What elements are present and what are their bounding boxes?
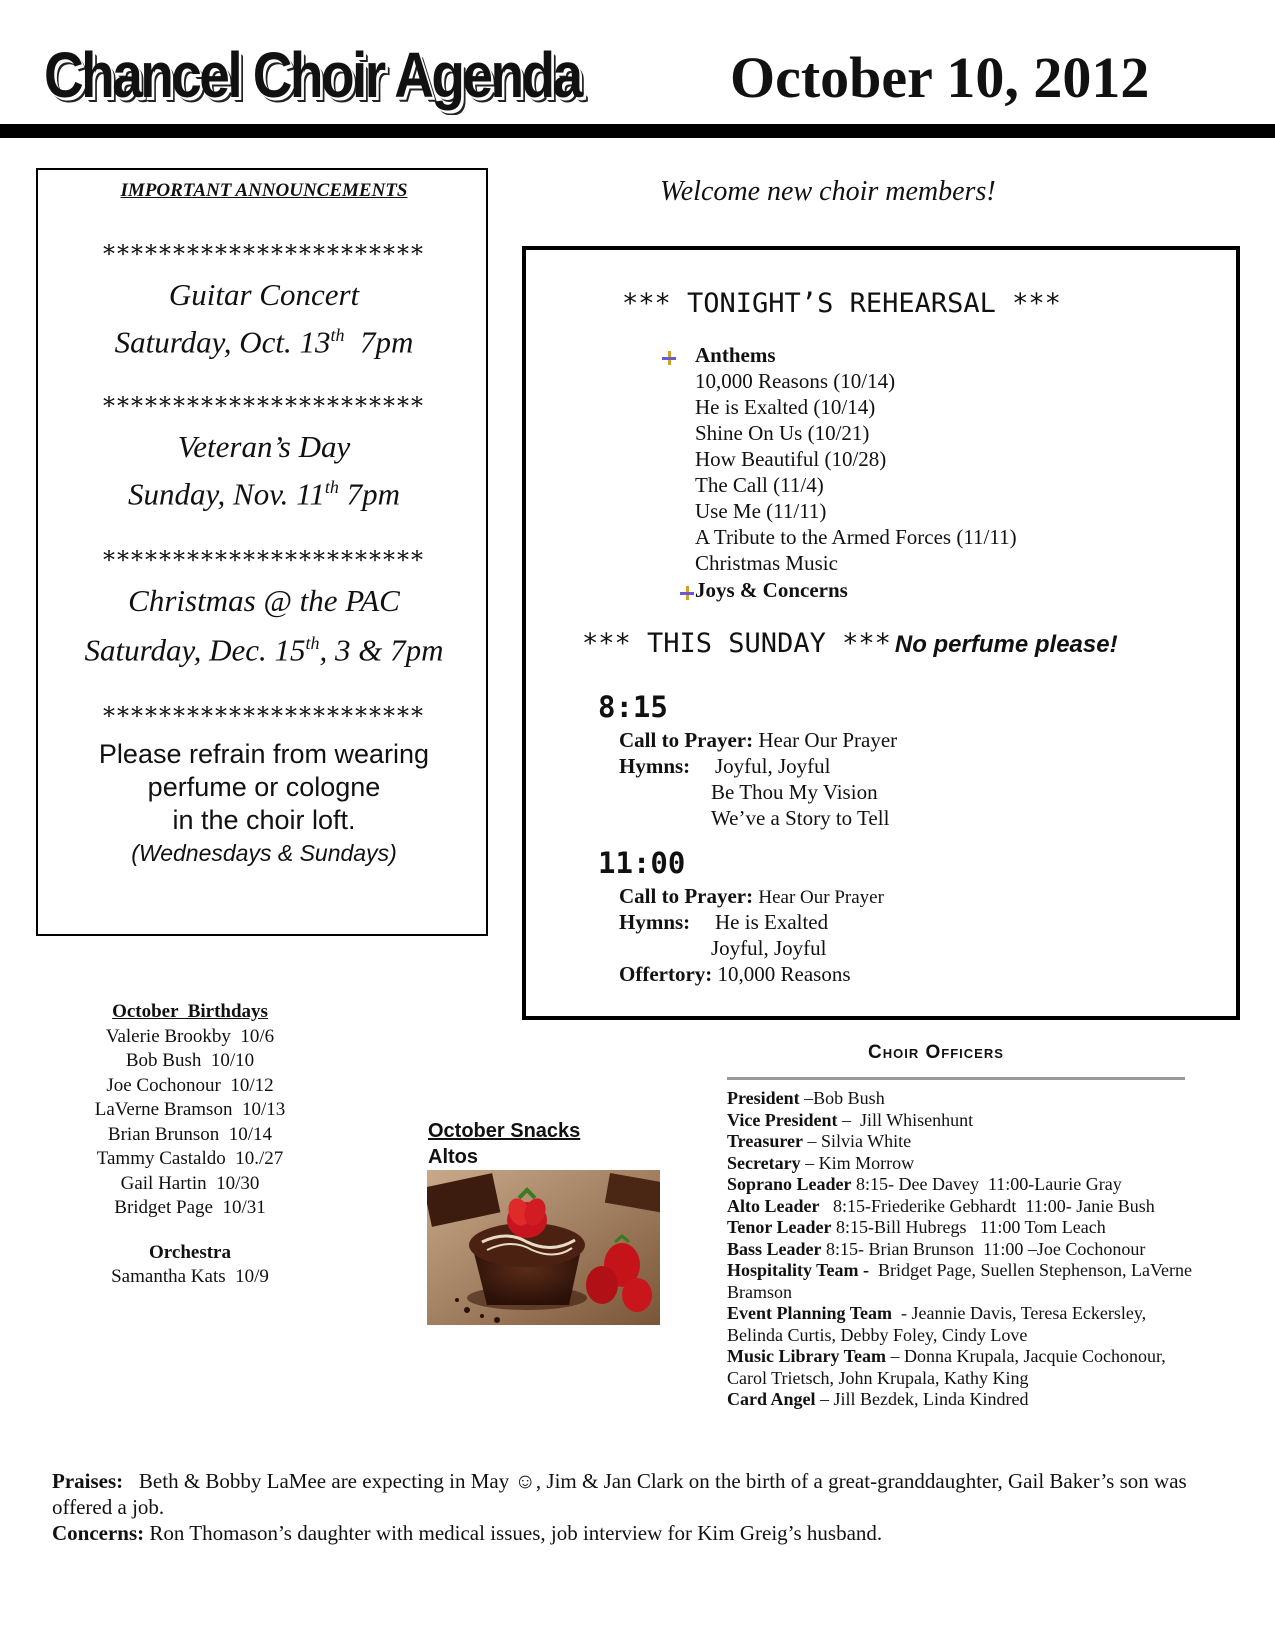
anthem-item: 10,000 Reasons (10/14) [695, 369, 896, 393]
hymn-item: We’ve a Story to Tell [711, 806, 890, 830]
anthem-item: A Tribute to the Armed Forces (11/11) [695, 525, 1017, 549]
bullet-icon [662, 351, 676, 365]
hymns-label: Hymns: [619, 754, 691, 778]
perfume-notice-days: (Wednesdays & Sundays) [131, 840, 397, 866]
officers-rule [727, 1077, 1185, 1080]
service-time: 8:15 [598, 690, 668, 724]
anthems-label: Anthems [695, 343, 776, 367]
officer-entry: Treasurer – Silvia White [727, 1131, 912, 1151]
anthem-item: How Beautiful (10/28) [695, 447, 887, 471]
officer-entry: Hospitality Team - Bridget Page, Suellen Stephenson, LaVerne Bramson [727, 1260, 1197, 1302]
snacks-title: October Snacks [428, 1120, 581, 1142]
hymn-item: Be Thou My Vision [711, 780, 878, 804]
officer-entry: Bass Leader 8:15- Brian Brunson 11:00 –Joe Cochonour [727, 1238, 1146, 1259]
divider-stars: *********************** [103, 392, 425, 420]
announcements-box [36, 168, 488, 936]
sunday-heading: *** THIS SUNDAY *** [582, 628, 891, 659]
officer-entry: President –Bob Bush [727, 1088, 885, 1108]
event-title: Christmas @ the PAC [128, 583, 400, 618]
event-title: Guitar Concert [168, 277, 360, 312]
officer-entry: Vice President – Jill Whisenhunt [727, 1109, 974, 1130]
birthday-item: Brian Brunson 10/14 [107, 1123, 273, 1145]
anthem-item: Shine On Us (10/21) [695, 421, 870, 445]
officer-entry: Alto Leader 8:15-Friederike Gebhardt 11:00- Janie Bush [727, 1195, 1155, 1216]
birthday-item: Gail Hartin 10/30 [120, 1172, 260, 1194]
birthdays-heading: October Birthdays [112, 1001, 268, 1022]
orchestra-birthday-item: Samantha Kats 10/9 [111, 1266, 269, 1287]
no-perfume-note: No perfume please! [894, 631, 1118, 658]
welcome-message: Welcome new choir members! [660, 176, 996, 207]
call-to-prayer: Call to Prayer: Hear Our Prayer [619, 884, 884, 908]
anthem-item: Christmas Music [695, 551, 838, 575]
officer-entry: Tenor Leader 8:15-Bill Hubregs 11:00 Tom Leach [727, 1217, 1106, 1237]
service-time: 11:00 [598, 846, 686, 880]
birthday-item: Bob Bush 10/10 [125, 1050, 255, 1071]
officer-entry: Secretary – Kim Morrow [727, 1152, 915, 1173]
birthdays-section [40, 1000, 340, 1290]
birthday-list [40, 1025, 340, 1221]
snacks-group: Altos [428, 1146, 478, 1168]
officer-entry: Soprano Leader 8:15- Dee Davey 11:00-Laurie Gray [727, 1174, 1122, 1194]
page-title: Chancel Choir Agenda [44, 39, 581, 111]
birthday-item: Joe Cochonour 10/12 [106, 1074, 274, 1096]
cupcake-image [427, 1170, 660, 1325]
praises-line: Praises: Beth & Bobby LaMee are expecting in May ☺, Jim & Jan Clark on the birth of a great-granddaughter, Gail Baker’s son was offered a job. [52, 1469, 1192, 1519]
orchestra-heading: Orchestra [149, 1241, 231, 1263]
hymn-item: Joyful, Joyful [711, 936, 827, 960]
perfume-notice: Please refrain from wearing [98, 739, 430, 769]
anthem-item: He is Exalted (10/14) [695, 395, 876, 419]
divider-stars: *********************** [103, 702, 425, 730]
officer-entry: Music Library Team – Donna Krupala, Jacquie Cochonour, Carol Trietsch, John Krupala, Kathy King [727, 1346, 1171, 1388]
event-title: Veteran’s Day [177, 429, 351, 464]
perfume-notice: in the choir loft. [172, 805, 356, 835]
hymn-item: He is Exalted [715, 910, 829, 934]
birthday-item: LaVerne Bramson 10/13 [94, 1099, 286, 1120]
officer-entry: Card Angel – Jill Bezdek, Linda Kindred [727, 1389, 1029, 1409]
event-when: Saturday, Dec. 15th, 3 & 7pm [84, 632, 444, 668]
anthem-item: Use Me (11/11) [695, 499, 827, 523]
birthday-item: Valerie Brookby 10/6 [105, 1025, 275, 1047]
rehearsal-heading: *** TONIGHT’S REHEARSAL *** [622, 288, 1061, 319]
praises-concerns [52, 1468, 1232, 1546]
officers-list [727, 1088, 1197, 1411]
birthday-item: Tammy Castaldo 10./27 [96, 1148, 284, 1169]
officers-heading: Choir Officers [868, 1042, 1004, 1063]
bullet-icon [680, 586, 694, 600]
agenda-date: October 10, 2012 [730, 45, 1150, 110]
divider-stars: *********************** [103, 546, 425, 574]
header-rule [0, 124, 1275, 138]
officer-entry: Event Planning Team - Jeannie Davis, Teresa Eckersley, Belinda Curtis, Debby Foley, Cindy Love [727, 1303, 1151, 1345]
event-when: Sunday, Nov. 11th 7pm [127, 476, 401, 512]
sunday-heading-row [582, 628, 1118, 659]
anthem-item: The Call (11/4) [695, 473, 824, 497]
announcements-heading: IMPORTANT ANNOUNCEMENTS [120, 180, 408, 201]
joys-concerns-label: Joys & Concerns [695, 578, 848, 602]
offertory: Offertory: 10,000 Reasons [619, 962, 851, 986]
birthday-item: Bridget Page 10/31 [114, 1197, 266, 1218]
call-to-prayer: Call to Prayer: Hear Our Prayer [619, 728, 898, 752]
event-when: Saturday, Oct. 13th 7pm [114, 324, 414, 360]
divider-stars: *********************** [103, 240, 425, 268]
concerns-line: Concerns: Ron Thomason’s daughter with medical issues, job interview for Kim Greig’s husband. [52, 1521, 883, 1545]
hymn-item: Joyful, Joyful [715, 754, 831, 778]
perfume-notice: perfume or cologne [147, 772, 381, 802]
rehearsal-box [522, 246, 1240, 1020]
orchestra-list [40, 1265, 340, 1290]
hymns-label: Hymns: [619, 910, 691, 934]
